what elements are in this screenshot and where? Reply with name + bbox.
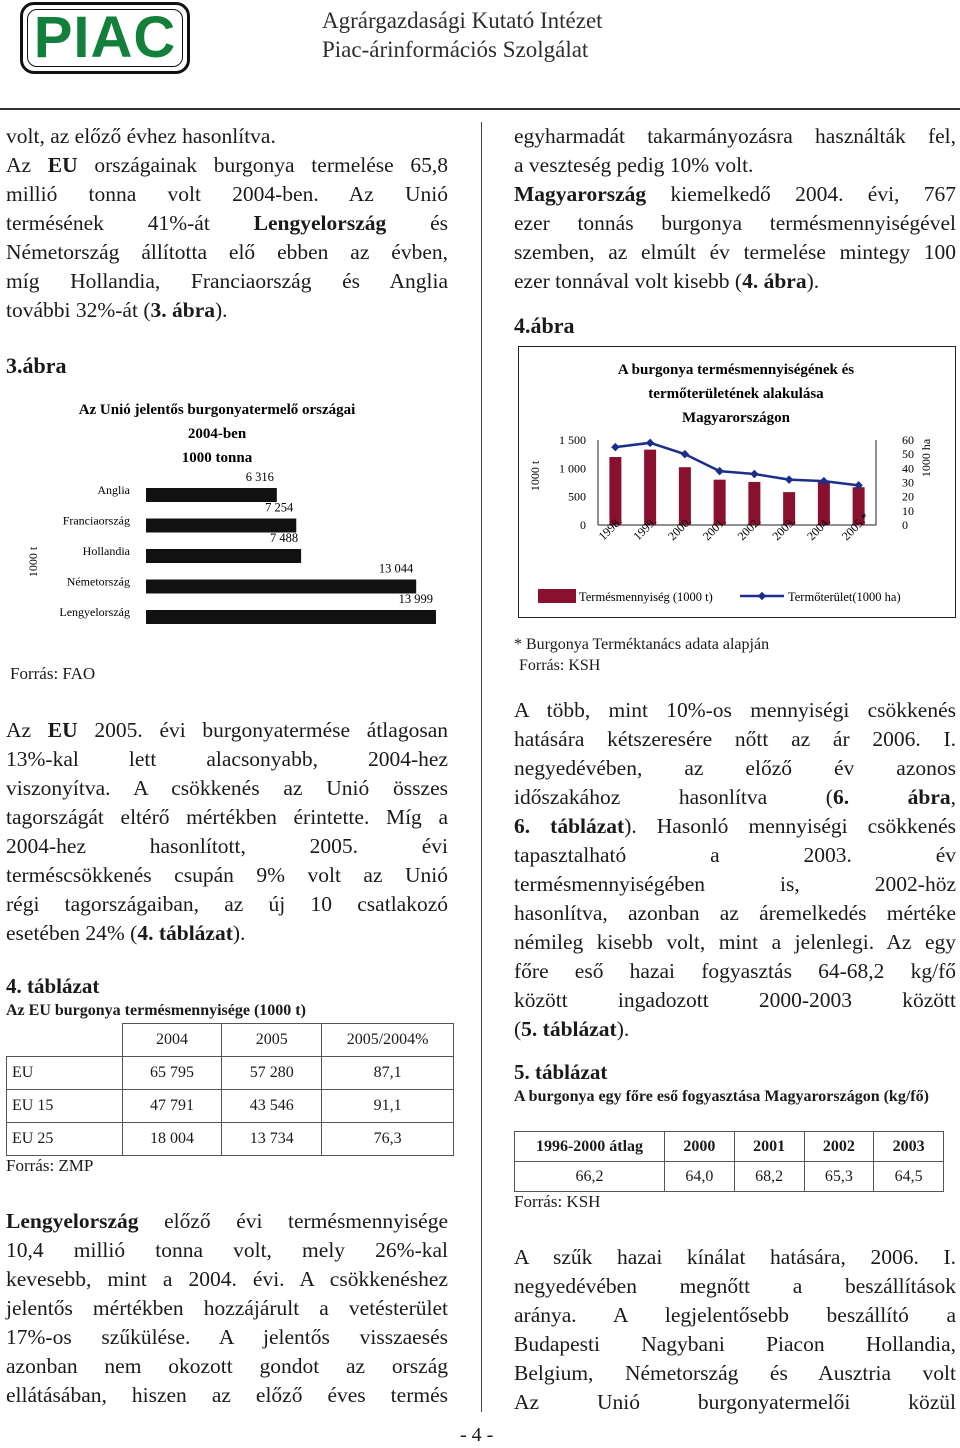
column-divider bbox=[481, 122, 482, 1412]
fig3-category-label: Hollandia bbox=[82, 544, 130, 558]
text-line: Az EU országainak burgonya termelése 65,8 bbox=[6, 153, 449, 177]
table-4 bbox=[6, 1023, 454, 1156]
text-line: tapasztalható a 2003. év bbox=[514, 843, 956, 867]
table-header-cell: 2002 bbox=[804, 1132, 874, 1162]
table-cell bbox=[7, 1024, 123, 1057]
fig4-ytick-left: 500 bbox=[568, 489, 586, 504]
text-line: 6. táblázat). Hasonló mennyiségi csökkenés bbox=[514, 814, 956, 838]
fig4-ytick-right: 20 bbox=[902, 489, 914, 504]
text-line: Lengyelország előző évi termésmennyisége bbox=[6, 1209, 448, 1233]
table-header-row bbox=[7, 1024, 454, 1057]
table-cell: 13 734 bbox=[222, 1123, 322, 1156]
fig4-ytick-right: 40 bbox=[902, 461, 914, 476]
page-number: - 4 - bbox=[460, 1424, 494, 1446]
text-line: 2004-hez hasonlított, 2005. évi bbox=[6, 834, 448, 858]
text-line: Magyarország kiemelkedő 2004. évi, 767 bbox=[514, 182, 956, 206]
figure-4-note: * Burgonya Terméktanács adata alapján bbox=[514, 636, 770, 653]
fig4-ytick-right: 50 bbox=[902, 447, 914, 462]
table-cell: EU 25 bbox=[7, 1123, 123, 1156]
table-cell: 18 004 bbox=[122, 1123, 222, 1156]
text-line: termésének 41%-át Lengyelország és bbox=[6, 211, 448, 235]
fig3-bar bbox=[146, 580, 416, 594]
text-line: negyedévében megnőtt a beszállítások bbox=[514, 1274, 956, 1298]
table-header-cell: 1996-2000 átlag bbox=[515, 1132, 665, 1162]
text-line: Belgium, Németország és Ausztria volt bbox=[514, 1361, 956, 1385]
text-line: régi tagországaiban, az új 10 csatlakozó bbox=[6, 892, 448, 916]
text-line: tagországát eltérő mértékben érintette. Míg a bbox=[6, 805, 448, 829]
table-header-cell: 2003 bbox=[874, 1132, 944, 1162]
table-cell: EU 15 bbox=[7, 1090, 123, 1123]
table-row bbox=[7, 1090, 454, 1123]
fig4-xtick: 2003. bbox=[769, 514, 799, 544]
figure-4-source: Forrás: KSH bbox=[519, 657, 601, 674]
table-header-row bbox=[515, 1132, 944, 1162]
text-line: szemben, az elmúlt év termelése mintegy 100 bbox=[514, 240, 956, 264]
text-line: ezer tonnás burgonya termésmennyiségével bbox=[514, 211, 956, 235]
fig4-ytick-left: 0 bbox=[580, 518, 586, 532]
figure-3-label: 3.ábra bbox=[6, 353, 67, 378]
fig3-value-label: 13 999 bbox=[398, 592, 433, 606]
text-line: Budapesti Nagybani Piacon Hollandia, bbox=[514, 1332, 956, 1356]
text-line: ellátásában, hiszen az előző éves termés bbox=[6, 1383, 448, 1407]
table-header-cell: 2005 bbox=[222, 1024, 322, 1057]
table-cell: 66,2 bbox=[515, 1162, 665, 1192]
fig4-ytick-right: 30 bbox=[902, 475, 914, 490]
table-5-title: A burgonya egy főre eső fogyasztása Magyarországon (kg/fő) bbox=[514, 1088, 929, 1105]
text-line: egyharmadát takarmányozásra használták fel, bbox=[514, 124, 956, 148]
fig3-bar bbox=[146, 488, 277, 502]
fig3-category-label: Franciaország bbox=[62, 513, 130, 528]
text-line: 17%-os szűkülése. A jelentős visszaesés bbox=[6, 1325, 448, 1349]
table-5-source: Forrás: KSH bbox=[514, 1192, 601, 1211]
table-cell: 64,5 bbox=[874, 1162, 944, 1192]
fig3-ylabel: 1000 t bbox=[26, 546, 40, 578]
text-line: (5. táblázat). bbox=[514, 1017, 630, 1041]
text-line: hasonlítva, azonban az áremelkedés mértéke bbox=[514, 901, 956, 925]
fig3-value-label: 7 488 bbox=[269, 531, 299, 545]
table-4-title: Az EU burgonya termésmennyisége (1000 t) bbox=[6, 1002, 306, 1019]
text-line: némileg kisebb volt, mint a jelenlegi. Az egy bbox=[514, 930, 956, 954]
text-line: terméscsökkenés csupán 9% volt az Unió bbox=[6, 863, 448, 887]
fig4-xtick: 2005.* bbox=[838, 509, 873, 544]
text-line: időszakához hasonlítva (6. ábra, bbox=[514, 785, 957, 809]
table-cell: EU bbox=[7, 1057, 123, 1090]
table-cell: 91,1 bbox=[322, 1090, 454, 1123]
fig4-legend-bar-swatch bbox=[538, 589, 576, 603]
text-line: a veszteség pedig 10% volt. bbox=[514, 153, 754, 177]
table-cell: 76,3 bbox=[322, 1123, 454, 1156]
text-line: aránya. A legjelentősebb beszállító a bbox=[514, 1303, 956, 1327]
text-line: Az Unió burgonyatermelői közül bbox=[514, 1390, 956, 1414]
figure-4-chart bbox=[518, 346, 956, 618]
piac-logo bbox=[20, 2, 190, 74]
left-para-2 bbox=[6, 716, 448, 948]
table-cell: 87,1 bbox=[322, 1057, 454, 1090]
fig4-title-line: termőterületének alakulása bbox=[648, 386, 824, 402]
fig3-title-line: Az Unió jelentős burgonyatermelő országai bbox=[78, 402, 356, 418]
fig4-title-line: A burgonya termésmennyiségének és bbox=[617, 362, 855, 378]
text-line: esetében 24% (4. táblázat). bbox=[6, 921, 246, 945]
fig4-ytick-right: 0 bbox=[902, 518, 908, 532]
table-row bbox=[7, 1123, 454, 1156]
text-line: volt, az előző évhez hasonlítva. bbox=[6, 124, 276, 148]
table-5 bbox=[514, 1131, 944, 1192]
table-header-cell: 2000 bbox=[665, 1132, 735, 1162]
text-line: között ingadozott 2000-2003 között bbox=[514, 988, 956, 1012]
text-line: millió tonna volt 2004-ben. Az Unió bbox=[6, 182, 448, 206]
fig4-bar bbox=[609, 457, 621, 525]
table-cell: 68,2 bbox=[734, 1162, 804, 1192]
table-4-source: Forrás: ZMP bbox=[6, 1156, 94, 1175]
fig3-value-label: 13 044 bbox=[378, 561, 414, 576]
institute-line-1: Agrárgazdasági Kutató Intézet bbox=[322, 8, 603, 33]
text-line: negyedévében, az előző év azonos bbox=[514, 756, 956, 780]
table-cell: 64,0 bbox=[665, 1162, 735, 1192]
left-para-1 bbox=[6, 122, 448, 325]
figure-3-chart bbox=[20, 392, 460, 632]
text-line: A több, mint 10%-os mennyiségi csökkenés bbox=[514, 698, 956, 722]
fig4-ytick-right: 60 bbox=[902, 433, 914, 447]
fig3-category-label: Lengyelország bbox=[59, 605, 130, 619]
text-line: termésmennyiségében is, 2002-höz bbox=[514, 872, 956, 896]
text-line: hatására kétszeresére nőtt az ár 2006. I. bbox=[514, 727, 956, 751]
fig3-value-label: 6 316 bbox=[245, 470, 274, 484]
fig4-ylabel-left: 1000 t bbox=[528, 460, 542, 492]
fig4-xtick: 2000. bbox=[665, 514, 695, 544]
table-cell: 65,3 bbox=[804, 1162, 874, 1192]
institute-line-2: Piac-árinformációs Szolgálat bbox=[322, 37, 589, 62]
text-line: 13%-kal lett alacsonyabb, 2004-hez bbox=[6, 747, 448, 771]
table-5-label: 5. táblázat bbox=[514, 1060, 608, 1084]
left-para-3 bbox=[6, 1207, 448, 1410]
text-line: további 32%-át (3. ábra). bbox=[6, 298, 228, 322]
fig4-xtick: 2004. bbox=[804, 514, 834, 544]
fig3-title-line: 2004-ben bbox=[187, 426, 247, 442]
fig4-bar bbox=[644, 450, 656, 525]
text-line: Németország állította elő ebben az évben, bbox=[6, 240, 448, 264]
table-row bbox=[515, 1162, 944, 1192]
text-line: kevesebb, mint a 2004. évi. A csökkenéshez bbox=[6, 1267, 448, 1291]
fig4-ytick-left: 1 500 bbox=[559, 433, 586, 447]
fig4-xtick: 2002. bbox=[734, 514, 764, 544]
table-header-cell: 2005/2004% bbox=[322, 1024, 454, 1057]
fig4-xtick: 1998. bbox=[595, 514, 625, 544]
fig4-title-line: Magyarországon bbox=[681, 410, 791, 426]
text-line: 10,4 millió tonna volt, mely 26%-kal bbox=[6, 1238, 448, 1262]
fig3-category-label: Németország bbox=[66, 574, 130, 589]
text-line: Az EU 2005. évi burgonyatermése átlagosan bbox=[6, 718, 448, 742]
right-para-2 bbox=[514, 696, 956, 1044]
right-para-3 bbox=[514, 1243, 956, 1417]
logo-text: PIAC bbox=[33, 5, 177, 70]
fig3-title-line: 1000 tonna bbox=[181, 450, 253, 466]
fig4-ylabel-right: 1000 ha bbox=[919, 438, 933, 478]
fig3-category-label: Anglia bbox=[97, 483, 130, 497]
table-cell: 43 546 bbox=[222, 1090, 322, 1123]
table-row bbox=[7, 1057, 454, 1090]
table-4-label: 4. táblázat bbox=[6, 974, 100, 998]
text-line: ezer tonnával volt kisebb (4. ábra). bbox=[514, 269, 820, 293]
fig4-legend-line-label: Termőterület(1000 ha) bbox=[788, 590, 901, 604]
table-cell: 57 280 bbox=[222, 1057, 322, 1090]
fig4-ytick-right: 10 bbox=[902, 503, 914, 518]
table-header-cell: 2001 bbox=[734, 1132, 804, 1162]
fig4-xtick: 1999. bbox=[630, 514, 660, 544]
table-cell: 65 795 bbox=[122, 1057, 222, 1090]
fig3-bar bbox=[146, 610, 436, 624]
table-cell: 47 791 bbox=[122, 1090, 222, 1123]
fig3-value-label: 7 254 bbox=[265, 500, 294, 515]
table-header-cell: 2004 bbox=[122, 1024, 222, 1057]
fig4-ytick-left: 1 000 bbox=[559, 461, 586, 476]
institute-name bbox=[322, 6, 603, 64]
figure-4-label: 4.ábra bbox=[514, 313, 575, 338]
right-para-1 bbox=[514, 122, 956, 296]
fig4-xtick: 2001. bbox=[699, 514, 729, 544]
text-line: A szűk hazai kínálat hatására, 2006. I. bbox=[514, 1245, 956, 1269]
text-line: míg Hollandia, Franciaország és Anglia bbox=[6, 269, 448, 293]
page-header bbox=[0, 0, 960, 112]
fig4-legend-bar-label: Termésmennyiség (1000 t) bbox=[579, 590, 713, 604]
text-line: azonban nem okozott gondot az ország bbox=[6, 1354, 448, 1378]
text-line: jelentős mértékben hozzájárult a vetésterület bbox=[6, 1296, 448, 1320]
fig3-bar bbox=[146, 549, 301, 563]
text-line: főre eső hazai fogyasztás 64-68,2 kg/fő bbox=[514, 959, 956, 983]
figure-3-source: Forrás: FAO bbox=[10, 664, 96, 683]
header-divider bbox=[0, 108, 960, 110]
text-line: viszonyítva. A csökkenés az Unió összes bbox=[6, 776, 448, 800]
